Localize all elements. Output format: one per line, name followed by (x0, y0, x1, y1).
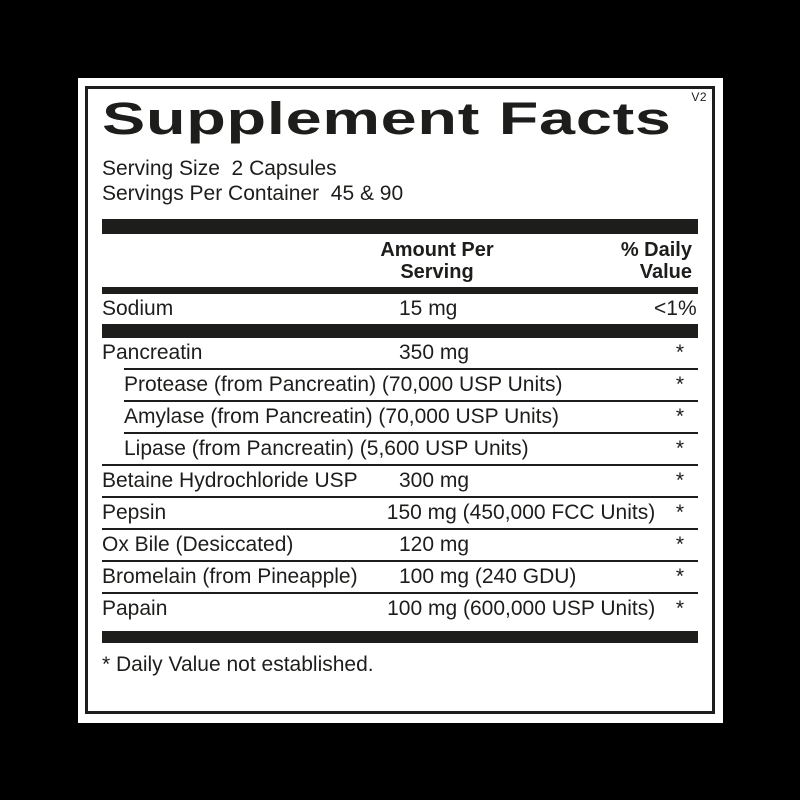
ingredient-row (124, 432, 698, 464)
row-dv: <1% (654, 297, 697, 321)
row-dv: * (675, 565, 684, 589)
row-amount: 100 mg (600,000 USP Units) (387, 597, 656, 621)
row-dv: * (675, 501, 684, 525)
row-amount: 150 mg (450,000 FCC Units) (386, 501, 656, 525)
divider-bar-sodium (102, 324, 698, 338)
version-tag: V2 (691, 90, 707, 104)
row-dv: * (675, 469, 684, 493)
row-name: Pepsin (102, 501, 167, 525)
dv-header-line1: % Daily (620, 239, 692, 262)
ingredient-row (102, 592, 698, 624)
row-name: Sodium (102, 297, 174, 321)
row-amount: 100 mg (240 GDU) (399, 565, 577, 589)
row-dv: * (675, 405, 684, 429)
serving-size: Serving Size 2 Capsules (102, 157, 337, 181)
sodium-row (102, 294, 698, 324)
row-dv: * (675, 373, 684, 397)
row-name: Amylase (from Pancreatin) (70,000 USP Units) (124, 405, 559, 429)
ingredient-row (102, 496, 698, 528)
row-amount: 120 mg (399, 533, 470, 557)
ingredient-row (102, 338, 698, 368)
row-dv: * (675, 437, 684, 461)
row-amount: 15 mg (399, 297, 458, 321)
amount-header-line2: Serving (400, 261, 474, 284)
servings-per-container: Servings Per Container 45 & 90 (102, 182, 404, 206)
amount-per-serving-header (344, 239, 530, 283)
row-name: Ox Bile (Desiccated) (102, 533, 294, 557)
ingredient-row (124, 368, 698, 400)
divider-bar-header (102, 287, 698, 294)
row-amount: 350 mg (399, 341, 470, 365)
row-amount: 300 mg (399, 469, 470, 493)
ingredient-row (124, 400, 698, 432)
supplement-facts-panel (85, 86, 715, 714)
divider-bar-top (102, 219, 698, 234)
ingredient-row (102, 528, 698, 560)
ingredient-row (102, 560, 698, 592)
row-name: Lipase (from Pancreatin) (5,600 USP Units) (124, 437, 529, 461)
row-name: Pancreatin (102, 341, 203, 365)
ingredient-rows (102, 338, 698, 624)
row-dv: * (675, 597, 684, 621)
daily-value-footnote: * Daily Value not established. (102, 653, 374, 677)
row-name: Papain (102, 597, 168, 621)
divider-bar-bottom (102, 631, 698, 643)
row-name: Protease (from Pancreatin) (70,000 USP Units) (124, 373, 563, 397)
row-name: Betaine Hydrochloride USP (102, 469, 358, 493)
column-header-row (102, 234, 698, 287)
amount-header-line1: Amount Per (380, 239, 494, 262)
serving-info (102, 156, 698, 206)
row-name: Bromelain (from Pineapple) (102, 565, 358, 589)
row-dv: * (675, 341, 684, 365)
row-dv: * (675, 533, 684, 557)
dv-header-line2: Value (639, 261, 692, 284)
supplement-facts-title: Supplement Facts (102, 93, 672, 144)
ingredient-row (102, 464, 698, 496)
supplement-label-card (78, 78, 723, 723)
daily-value-header (530, 239, 698, 283)
